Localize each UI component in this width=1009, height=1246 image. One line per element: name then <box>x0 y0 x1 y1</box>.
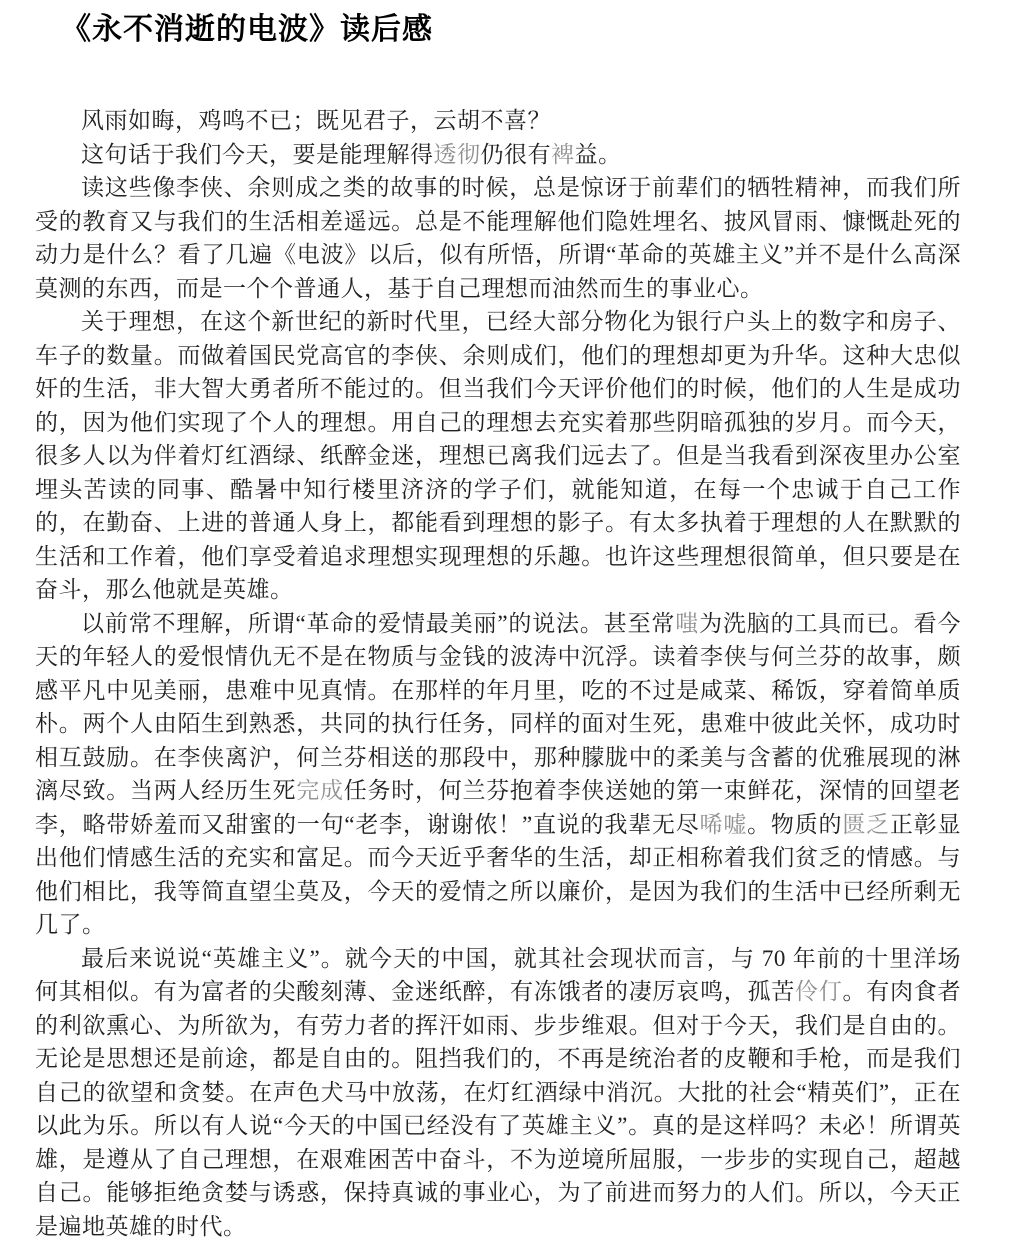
text-segment: 最后来说说“英雄主义”。就今天的中国，就其社会现状而言，与 70 年前的十里洋场何其相似。有为富者的尖酸刻薄、金迷纸醉，有冻饿者的凄厉哀鸣，孤苦 <box>35 945 961 1004</box>
text-segment: 仍很有 <box>480 141 551 167</box>
text-segment: 正彰显出他们情感生活的充实和富足。而今天近乎奢华的生活，却正相称着我们贫乏的情感。与他们相比，我等简直望尘莫及，今天的爱情之所以廉价，是因为我们的生活中已经所剩无几了。 <box>35 811 961 937</box>
text-segment-light: 裨 <box>551 141 575 167</box>
essay-body <box>35 104 961 1243</box>
text-segment: 。有肉食者的利欲熏心、为所欲为，有劳力者的挥汗如雨、步步维艰。但对于今天，我们是自由的。无论是思想还是前途，都是自由的。阻挡我们的，不再是统治者的皮鞭和手枪，而是我们自己的欲望和贪婪。在声色犬马中放荡，在灯红酒绿中消沉。大批的社会“精英们”，正在以此为乐。所以有人说“今天的中国已经没有了英雄主义”。真的是这样吗？未必！所谓英雄，是遵从了自己理想，在艰难困苦中奋斗，不为逆境所屈服，一步步的实现自己，超越自己。能够拒绝贪婪与诱惑，保持真诚的事业心，为了前进而努力的人们。所以，今天正是遍地英雄的时代。 <box>35 979 961 1239</box>
text-segment: 为洗脑的工具而已。看今天的年轻人的爱恨情仇无不是在物质与金钱的波涛中沉浮。读着李侠与何兰芬的故事，颇感平凡中见美丽，患难中见真情。在那样的年月里，吃的不过是咸菜、稀饭，穿着简单质朴。两个人由陌生到熟悉，共同的执行任务，同样的面对生死，患难中彼此关怀，成功时相互鼓励。在李侠离沪，何兰芬相送的那段中，那种朦胧中的柔美与含蓄的优雅展现的淋漓尽致。当两人经历生死 <box>35 610 962 803</box>
text-segment-light: 嗤 <box>675 610 700 636</box>
text-segment: 风雨如晦，鸡鸣不已；既见君子，云胡不喜？ <box>81 108 551 133</box>
essay-paragraph <box>35 942 961 1244</box>
text-segment: 以前常不理解，所谓“革命的爱情最美丽”的说法。甚至常 <box>81 610 676 636</box>
text-segment: 益。 <box>574 141 622 167</box>
text-segment: 。物质的 <box>747 811 843 837</box>
text-segment-light: 完成 <box>296 778 344 803</box>
text-segment-light: 唏嘘 <box>699 811 748 837</box>
text-segment-light: 透彻 <box>433 141 481 167</box>
essay-paragraph <box>35 305 961 607</box>
text-segment: 任务时，何兰芬抱着李侠送她的第一束鲜花，深情的回望老李，略带娇羞而又甜蜜的一句“老李，谢谢侬！”直说的我辈无尽 <box>35 778 961 837</box>
text-segment-light: 匮乏 <box>842 811 890 837</box>
essay-paragraph <box>35 104 961 138</box>
text-segment: 这句话于我们今天，要是能理解得 <box>81 141 434 167</box>
document-title: 《永不消逝的电波》读后感 <box>61 13 433 46</box>
essay-paragraph <box>35 607 961 942</box>
text-segment: 关于理想，在这个新世纪的新时代里，已经大部分物化为银行户头上的数字和房子、车子的数量。而做着国民党高官的李侠、余则成们，他们的理想却更为升华。这种大忠似奸的生活，非大智大勇者所不能过的。但当我们今天评价他们的时候，他们的人生是成功的，因为他们实现了个人的理想。用自己的理想去充实着那些阴暗孤独的岁月。而今天，很多人以为伴着灯红酒绿、纸醉金迷，理想已离我们远去了。但是当我看到深夜里办公室埋头苦读的同事、酷暑中知行楼里济济的学子们，就能知道，在每一个忠诚于自己工作的，在勤奋、上进的普通人身上，都能看到理想的影子。有太多执着于理想的人在默默的生活和工作着，他们享受着追求理想实现理想的乐趣。也许这些理想很简单，但只要是在奋斗，那么他就是英雄。 <box>35 309 961 602</box>
text-segment-light: 伶仃 <box>795 979 843 1004</box>
text-segment: 读这些像李侠、余则成之类的故事的时候，总是惊讶于前辈们的牺牲精神，而我们所受的教育又与我们的生活相差遥远。总是不能理解他们隐姓埋名、披风冒雨、慷慨赴死的动力是什么？看了几遍《电波》以后，似有所悟，所谓“革命的英雄主义”并不是什么高深莫测的东西，而是一个个普通人，基于自己理想而油然而生的事业心。 <box>35 175 961 301</box>
essay-paragraph <box>35 138 961 172</box>
essay-paragraph <box>35 171 961 305</box>
